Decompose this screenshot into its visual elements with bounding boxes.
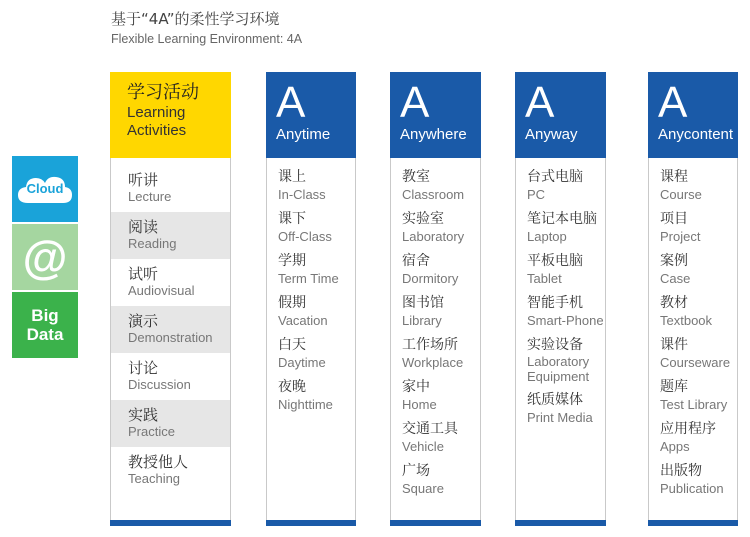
item-en: Test Library [660,397,728,412]
item-zh: 夜晚 [278,379,306,395]
anyway-list [515,168,606,433]
item-zh: 工作场所 [402,337,458,353]
item-en: Nighttime [278,397,333,412]
cloud-tile [12,156,78,222]
activity-en: Reading [128,236,177,251]
item-en: Vehicle [402,439,444,454]
anycontent-header [648,72,738,158]
item-en: Print Media [527,410,593,425]
activity-item [111,259,230,306]
item-zh: 图书馆 [402,295,444,311]
big-label: Big [31,306,59,325]
cloud-icon [16,173,74,205]
list-item [391,168,481,203]
list-item [267,252,356,287]
item-zh: 案例 [660,253,688,269]
activity-item [111,306,230,353]
activity-item [111,353,230,400]
activities-head-en-2: Activities [127,122,187,139]
a-letter: A [658,78,688,127]
column-name: Anyway [525,126,578,143]
anytime-column [266,72,356,526]
item-en: In-Class [278,187,326,202]
learning-activities-header [110,72,231,158]
column-name: Anytime [276,126,331,143]
item-en: Library [402,313,442,328]
activity-en: Discussion [128,377,191,392]
activity-en: Teaching [128,471,181,486]
list-item [649,378,738,413]
item-en: Daytime [278,355,326,370]
activity-en: Audiovisual [128,283,195,298]
activity-item [111,165,230,212]
item-en: Courseware [660,355,731,370]
item-en: Tablet [527,271,562,286]
item-en: Laboratory [402,229,465,244]
item-zh: 平板电脑 [527,253,583,269]
item-en: Smart-Phone [527,313,604,328]
activity-zh: 讨论 [128,359,159,377]
item-en: PC [527,187,546,202]
list-item [516,168,606,203]
list-item [649,168,738,203]
item-en: Publication [660,481,724,496]
activity-en: Practice [128,424,175,439]
item-zh: 宿舍 [402,253,430,269]
list-item [391,420,481,455]
list-item [267,210,356,245]
anytime-header [266,72,356,158]
item-zh: 家中 [402,379,430,395]
item-zh: 学期 [278,253,306,269]
item-zh: 教室 [402,169,430,185]
item-en: Off-Class [278,229,332,244]
activity-zh: 听讲 [128,171,159,189]
activity-zh: 实践 [128,406,159,424]
list-item [391,210,481,245]
item-en: Classroom [402,187,465,202]
list-item [516,391,606,426]
list-item [516,210,606,245]
item-en: Textbook [660,313,713,328]
activity-item [111,400,230,447]
item-en: Square [402,481,444,496]
item-zh: 课件 [660,337,688,353]
item-en: Project [660,229,701,244]
item-en: Workplace [402,355,464,370]
list-item [649,210,738,245]
activity-zh: 演示 [128,312,159,330]
item-zh: 纸质媒体 [527,392,583,408]
list-item [649,420,738,455]
diagram-title-en: Flexible Learning Environment: 4A [111,32,303,46]
at-tile [12,224,78,290]
anycontent-list [648,168,738,504]
column-name: Anycontent [658,126,734,143]
list-item [516,294,606,329]
list-item [391,462,481,497]
list-item [267,168,356,203]
item-en: Laboratory [527,354,590,369]
item-zh: 课程 [660,169,688,185]
anycontent-column [648,72,738,526]
activities-head-en-1: Learning [127,104,186,121]
list-item [649,294,738,329]
item-zh: 交通工具 [402,421,458,437]
item-en-line-2: Equipment [527,369,590,384]
activity-zh: 试听 [128,265,159,283]
cloud-label: Cloud [26,181,64,196]
item-zh: 项目 [660,211,688,227]
a-letter: A [525,78,555,127]
anywhere-list [390,168,481,504]
item-en: Apps [660,439,690,454]
big-data-tile [12,292,78,358]
list-item [267,294,356,329]
data-label: Data [26,325,64,344]
list-item [649,252,738,287]
list-item [516,252,606,287]
item-zh: 台式电脑 [527,169,583,185]
anywhere-column [390,72,481,526]
activities-head-zh: 学习活动 [127,82,199,103]
item-zh: 白天 [278,337,306,353]
list-item [267,336,356,371]
activity-zh: 教授他人 [128,453,189,471]
item-zh: 笔记本电脑 [527,211,597,227]
activity-en: Lecture [128,189,172,204]
item-zh: 智能手机 [527,295,583,311]
anywhere-header [390,72,481,158]
list-item [516,336,606,384]
item-en: Home [402,397,437,412]
anyway-header [515,72,606,158]
activity-list [111,165,230,494]
item-en: Case [660,271,691,286]
item-en: Vacation [278,313,328,328]
activity-item [111,212,230,259]
activity-item [111,447,230,494]
item-zh: 广场 [402,463,430,479]
column-name: Anywhere [400,126,467,143]
at-icon: @ [22,231,68,283]
item-zh: 实验设备 [527,337,583,353]
anytime-list [266,168,356,420]
list-item [649,462,738,497]
item-en: Term Time [278,271,339,286]
list-item [391,336,481,371]
item-zh: 教材 [660,295,688,311]
item-zh: 出版物 [660,463,702,479]
item-en: Dormitory [402,271,459,286]
learning-activities-column [110,72,231,526]
item-zh: 应用程序 [660,421,716,437]
activity-zh: 阅读 [128,218,159,236]
list-item [391,252,481,287]
list-item [391,378,481,413]
activity-en: Demonstration [128,330,213,345]
diagram-title-zh: 基于“4A”的柔性学习环境 [111,10,280,28]
item-zh: 课上 [278,169,306,185]
item-zh: 假期 [278,295,306,311]
item-en: Course [660,187,702,202]
item-en: Laptop [527,229,567,244]
a-letter: A [276,78,306,127]
item-zh: 课下 [278,211,306,227]
item-zh: 题库 [660,379,688,395]
list-item [267,378,356,413]
anyway-column [515,72,606,526]
list-item [391,294,481,329]
list-item [649,336,738,371]
a-letter: A [400,78,430,127]
item-zh: 实验室 [402,211,444,227]
